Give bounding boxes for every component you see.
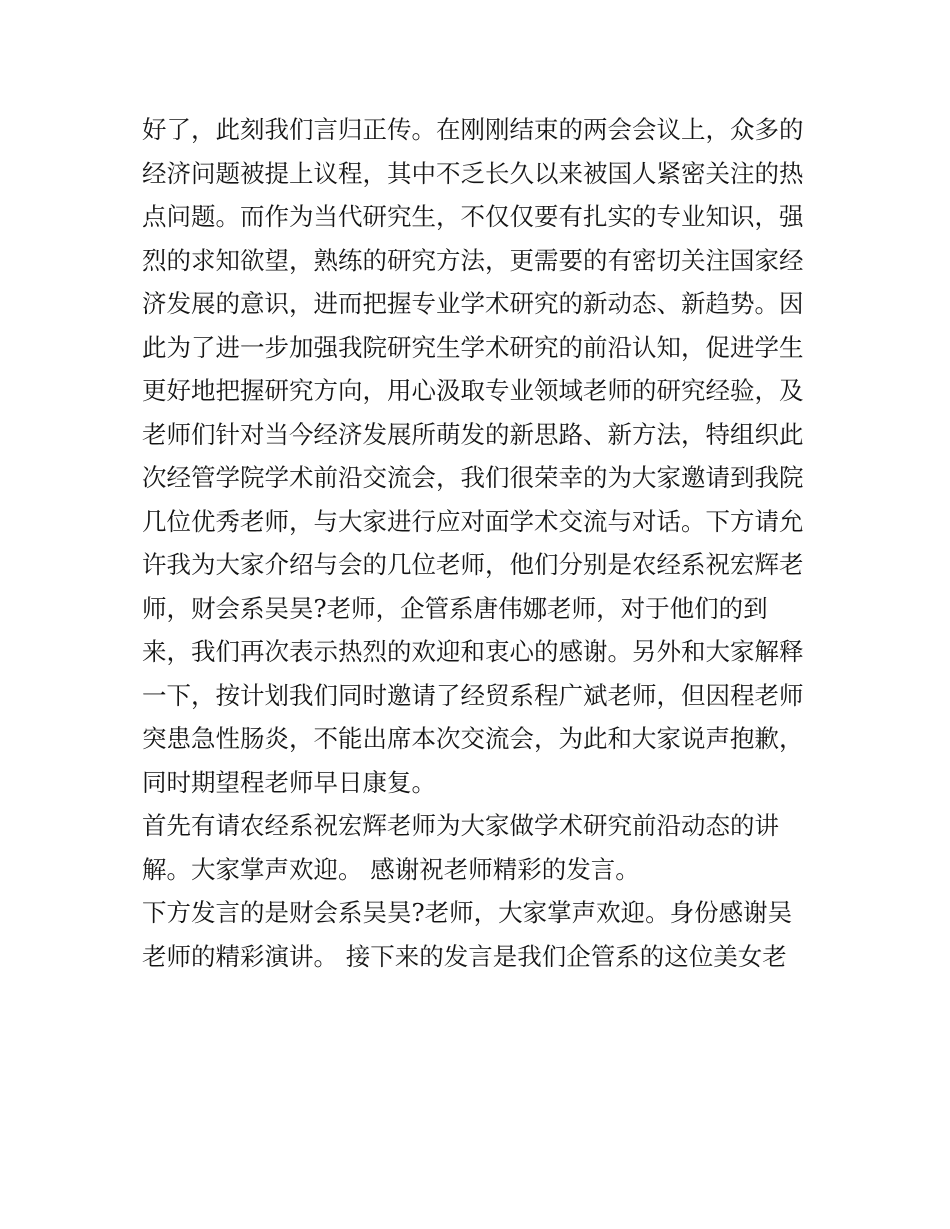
text-line: 好了，此刻我们言归正传。在刚刚结束的两会会议上，众多的: [142, 115, 804, 144]
text-line: 次经管学院学术前沿交流会，我们很荣幸的为大家邀请到我院: [142, 463, 804, 492]
text-line: 此为了进一步加强我院研究生学术研究的前沿认知，促进学生: [142, 332, 804, 362]
text-line: 点问题。而作为当代研究生，不仅仅要有扎实的专业知识，强: [142, 202, 804, 231]
text-line: 首先有请农经系祝宏辉老师为大家做学术研究前沿动态的讲: [142, 811, 779, 840]
text-line: 突患急性肠炎，不能出席本次交流会，为此和大家说声抱歉，: [142, 724, 804, 753]
text-line: 师，财会系吴昊?老师，企管系唐伟娜老师，对于他们的到: [142, 593, 768, 623]
text-line: 更好地把握研究方向，用心汲取专业领域老师的研究经验，及: [142, 376, 804, 405]
text-line: 同时期望程老师早日康复。: [142, 767, 436, 797]
text-line: 来，我们再次表示热烈的欢迎和衷心的感谢。另外和大家解释: [142, 637, 804, 666]
text-line: 烈的求知欲望，熟练的研究方法，更需要的有密切关注国家经: [142, 245, 804, 275]
text-line: 老师的精彩演讲。 接下来的发言是我们企管系的这位美女老: [142, 941, 787, 971]
paragraph: [142, 804, 822, 891]
text-line: 一下，按计划我们同时邀请了经贸系程广斌老师，但因程老师: [142, 680, 804, 710]
text-line: 下方发言的是财会系吴昊?老师，大家掌声欢迎。身份感谢吴: [142, 898, 793, 927]
text-line: 解。大家掌声欢迎。 感谢祝老师精彩的发言。: [142, 854, 640, 884]
text-line: 许我为大家介绍与会的几位老师，他们分别是农经系祝宏辉老: [142, 550, 804, 579]
text-line: 经济问题被提上议程，其中不乏长久以来被国人紧密关注的热: [142, 158, 804, 188]
text-line: 几位优秀老师，与大家进行应对面学术交流与对话。下方请允: [142, 506, 804, 536]
text-line: 老师们针对当今经济发展所萌发的新思路、新方法，特组织此: [142, 419, 804, 449]
document-body: [142, 108, 822, 978]
text-line: 济发展的意识，进而把握专业学术研究的新动态、新趋势。因: [142, 289, 804, 318]
paragraph: [142, 891, 822, 978]
paragraph: [142, 108, 822, 804]
